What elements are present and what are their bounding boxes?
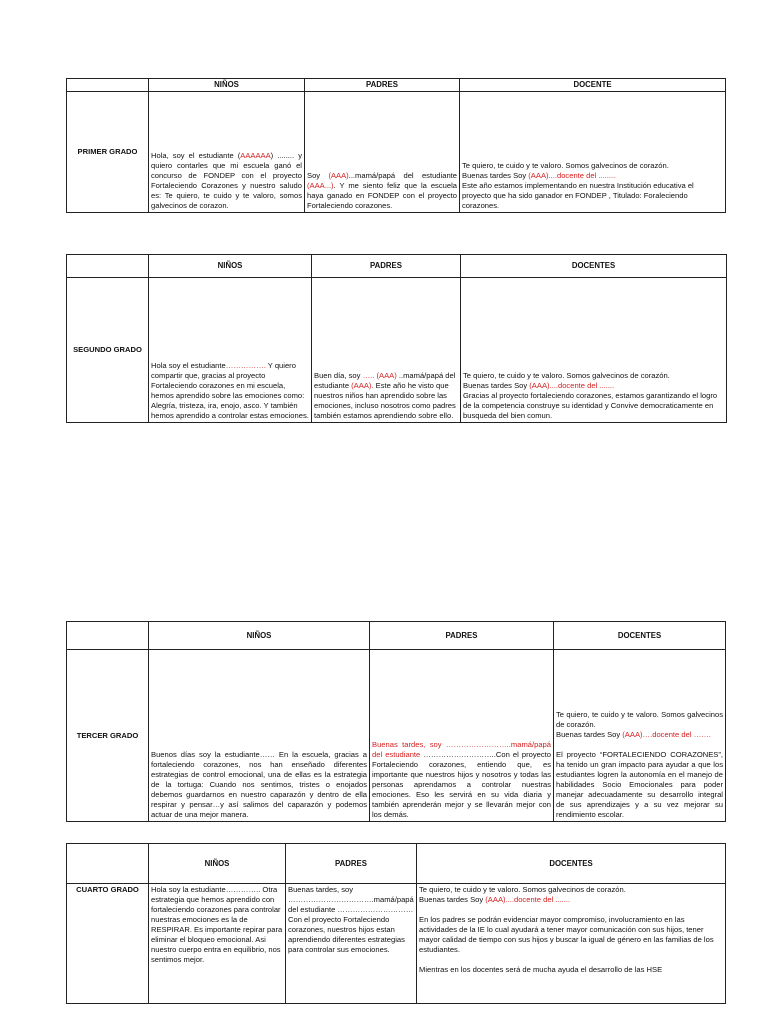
header-empty <box>67 622 149 650</box>
docentes-cell: Te quiero, te cuido y te valoro. Somos galvecinos de corazón. Buenas tardes Soy (AAA)....docente del ....... En los padres se podrán evidenciar mayor compromiso, involucramiento en las actividades de la IE lo cual ayudará a tener mayor comunicación con sus hijos, tener mayor calidad de tiempo con sus hijos y buscar la igual de género en las familias de los estudiantes. Mientras en los docentes será de mucha ayuda el desarrollo de las HSE <box>417 884 726 1004</box>
header-padres: PADRES <box>286 844 417 884</box>
padres-cell: Buenas tardes, soy …………………………….mamá/papá del estudiante …………………………Con el proyecto Fortaleciendo corazones, nuestros hijos estan aprendiendo diferentes estrategias para controlar sus emociones. <box>286 884 417 1004</box>
grade-label: PRIMER GRADO <box>67 92 149 213</box>
header-docentes: DOCENTES <box>417 844 726 884</box>
header-ninos: NIÑOS <box>149 79 305 92</box>
grade-label: CUARTO GRADO <box>67 884 149 1004</box>
header-padres: PADRES <box>370 622 554 650</box>
primer-grado-table <box>66 78 726 213</box>
docentes-cell: Te quiero, te cuido y te valoro. Somos galvecinos de corazón. Buenas tardes Soy (AAA)….docente del ……. El proyecto “FORTALECIENDO CORAZONES”, ha tenido un gran impacto para ayudar a que los estudiantes logren la autonomía en el manejo de habilidades Socio Emocionales para poder manejar adecuadamente su desarrollo integral de sus aprendizajes y a su vez mejorar su rendimiento escolar. <box>554 650 726 822</box>
header-empty <box>67 844 149 884</box>
ninos-cell: Buenos días soy la estudiante…… En la escuela, gracias a fortaleciendo corazones, nos han enseñado diferentes estrategias de control emocional, una de ellas es la estrategia de la tortuga: Cuando nos sentimos, tristes o enojados debemos guardarnos en nuestro caparazón y dentro de ella respirar y pensar…y así salimos del caparazón y podemos actuar de una mejor manera. <box>149 650 370 822</box>
header-ninos: NIÑOS <box>149 622 370 650</box>
docente-cell: Te quiero, te cuido y te valoro. Somos galvecinos de corazón. Buenas tardes Soy (AAA)....docente del ........ Este año estamos implementando en nuestra Institución educativa el proyecto que ha sido ganador en FONDEP , Titulado: Foraleciendo corazones. <box>460 92 726 213</box>
padres-cell: Buenas tardes, soy ……………………..mamá/papá del estudiante ………………………..Con el proyecto Fortaleciendo corazones, entiendo que, es importante que nuestros hijos y nosotros y todas las personas aprendamos a controlar nuestras emociones. Eso les servirá en su vida diaria y también aprenderán mejor y se llevarán mejor con los demás. <box>370 650 554 822</box>
padres-cell: Soy (AAA)...mamá/papá del estudiante (AAA...). Y me siento feliz que la escuela haya ganado en FONDEP con el proyecto Fortaleciendo corazones. <box>305 92 460 213</box>
header-ninos: NIÑOS <box>149 255 312 278</box>
grade-label: TERCER GRADO <box>67 650 149 822</box>
ninos-cell: Hola, soy el estudiante (AAAAAA) ........ y quiero contarles que mi escuela ganó el concurso de FONDEP con el proyecto Fortaleciendo Corazones y nuestro saludo es: Te quiero, te cuido y te valoro, somos galvecinos de corazon. <box>149 92 305 213</box>
grade-label: SEGUNDO GRADO <box>67 278 149 423</box>
docentes-cell: Te quiero, te cuido y te valoro. Somos galvecinos de corazón. Buenas tardes Soy (AAA)....docente del ....... Gracias al proyecto fortaleciendo corazones, estamos garantizando el logro de la competencia construye su identidad y Convive democraticamente en busqueda del bien comun. <box>461 278 727 423</box>
cuarto-grado-table <box>66 843 726 1004</box>
header-empty <box>67 79 149 92</box>
header-docentes: DOCENTES <box>554 622 726 650</box>
tercer-grado-table <box>66 621 726 822</box>
ninos-cell: Hola soy la estudiante………….. Otra estrategia que hemos aprendido con fortaleciendo corazones para controlar nuestras emociones es la de RESPIRAR. Es importante repirar para eliminar el bloqueo emocional. Asi nuestro cuerpo entra en equilibrio, nos sentimos mejor. <box>149 884 286 1004</box>
header-ninos: NIÑOS <box>149 844 286 884</box>
header-docente: DOCENTE <box>460 79 726 92</box>
segundo-grado-table <box>66 254 727 423</box>
header-empty <box>67 255 149 278</box>
header-docentes: DOCENTES <box>461 255 727 278</box>
ninos-cell: Hola soy el estudiante……………. Y quiero compartir que, gracias al proyecto Fortaleciendo corazones en mi escuela, hemos aprendido sobre las emociones como: Alegría, tristeza, ira, enojo, asco. Y también hemos aprendido a controlar estas emociones. <box>149 278 312 423</box>
header-padres: PADRES <box>312 255 461 278</box>
padres-cell: Buen día, soy ….. (AAA) ..mamá/papá del estudiante (AAA). Este año he visto que nuestros niños han aprendido sobre las emociones, incluso nosotros como padres también estamos aprendiendo sobre ello. <box>312 278 461 423</box>
header-padres: PADRES <box>305 79 460 92</box>
